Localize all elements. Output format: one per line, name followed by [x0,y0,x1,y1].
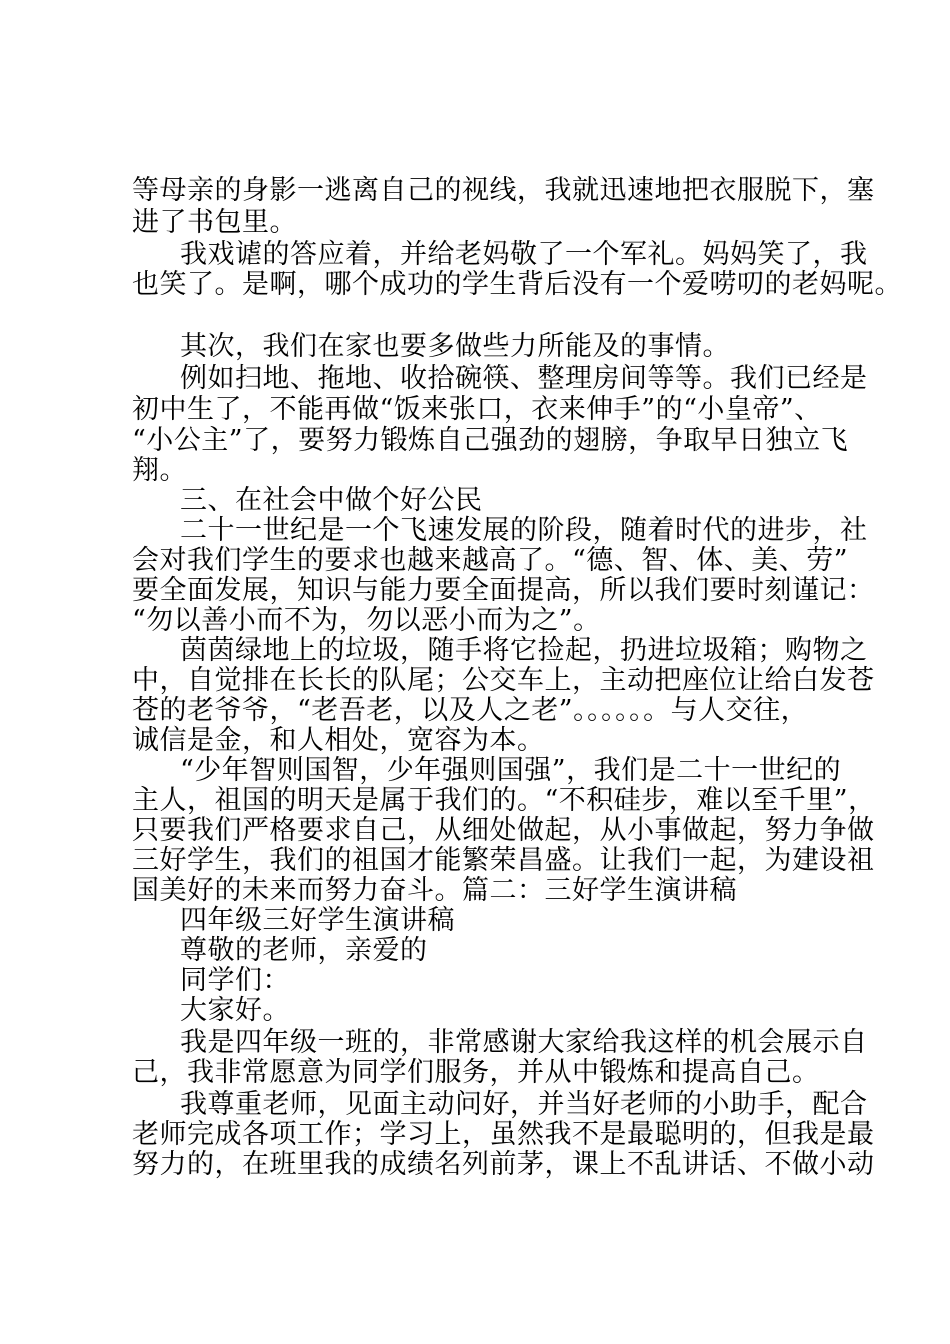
text-line: 我戏谑的答应着，并给老妈敬了一个军礼。妈妈笑了，我 [180,239,868,270]
text-line: 也笑了。是啊，哪个成功的学生背后没有一个爱唠叨的老妈呢。 [132,269,902,300]
document-title: 四年级三好学生演讲稿 [180,905,455,936]
text-line: 其次，我们在家也要多做些力所能及的事情。 [180,331,730,362]
text-line: 翔。 [132,455,187,486]
text-line: 等母亲的身影一逃离自己的视线，我就迅速地把衣服脱下，塞 [132,175,875,206]
text-line: 会对我们学生的要求也越来越高了。“德、智、体、美、劳” [132,545,849,576]
text-line: 我尊重老师，见面主动问好，并当好老师的小助手，配合 [180,1089,868,1120]
text-line: 努力的，在班里我的成绩名列前茅，课上不乱讲话、不做小动 [132,1149,875,1180]
salutation: 尊敬的老师，亲爱的 [180,935,428,966]
text-line: “少年智则国智，少年强则国强”，我们是二十一世纪的 [180,755,842,786]
section-heading: 三、在社会中做个好公民 [180,485,483,516]
text-line: 苍的老爷爷，“老吾老，以及人之老”。。。。。。与人交往， [132,695,809,726]
text-line: 进了书包里。 [132,207,297,238]
text-line: 己，我非常愿意为同学们服务，并从中锻炼和提高自己。 [132,1057,820,1088]
text-line: 三好学生，我们的祖国才能繁荣昌盛。让我们一起，为建设祖 [132,845,875,876]
text-line: 初中生了，不能再做“饭来张口，衣来伸手”的“小皇帝”、 [132,394,822,425]
text-line: 诚信是金，和人相处，宽容为本。 [132,725,545,756]
text-line: “小公主”了，要努力锻炼自己强劲的翅膀，争取早日独立飞 [132,425,849,456]
text-line: 茵茵绿地上的垃圾，随手将它捡起，扔进垃圾箱；购物之 [180,635,868,666]
text-line: “勿以善小而不为，勿以恶小而为之”。 [132,605,601,636]
text-line: 例如扫地、拖地、收拾碗筷、整理房间等等。我们已经是 [180,363,868,394]
text-line: 二十一世纪是一个飞速发展的阶段，随着时代的进步，社 [180,515,868,546]
text-line: 我是四年级一班的，非常感谢大家给我这样的机会展示自 [180,1027,868,1058]
greeting: 大家好。 [180,995,290,1026]
text-line: 主人，祖国的明天是属于我们的。“不积硅步，难以至千里”， [132,785,876,816]
text-line: 要全面发展，知识与能力要全面提高，所以我们要时刻谨记： [132,575,875,606]
text-line: 中，自觉排在长长的队尾；公交车上，主动把座位让给白发苍 [132,665,875,696]
text-line: 只要我们严格要求自己，从细处做起，从小事做起，努力争做 [132,815,875,846]
salutation: 同学们： [180,965,290,996]
text-line: 国美好的未来而努力奋斗。篇二：三好学生演讲稿 [132,875,737,906]
text-line: 老师完成各项工作；学习上，虽然我不是最聪明的，但我是最 [132,1119,875,1150]
